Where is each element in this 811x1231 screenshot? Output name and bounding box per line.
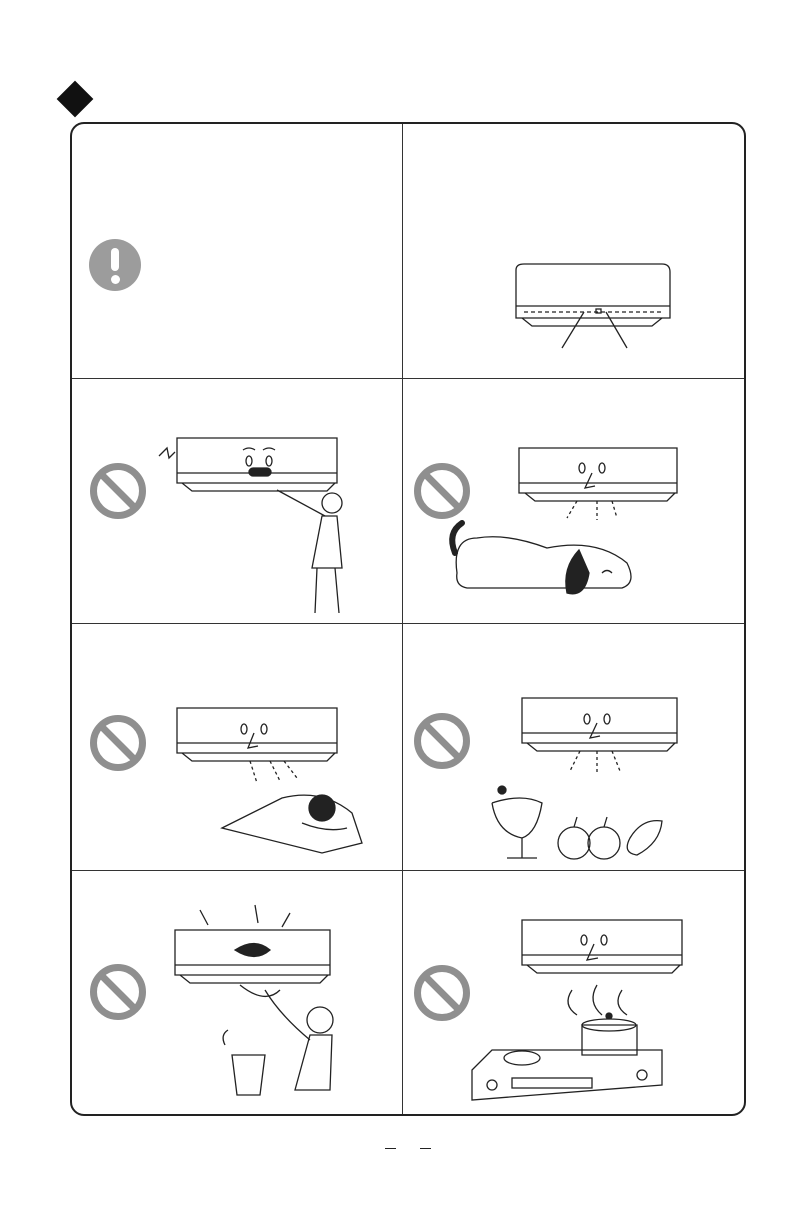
instruction-panel-grid <box>70 122 746 1116</box>
panel-caution <box>72 124 402 378</box>
person-touching-louver-illustration <box>157 428 357 618</box>
panel-no-wet-cleaning <box>72 870 402 1116</box>
panel-no-touching-louver <box>72 378 402 623</box>
panel-no-airflow-on-food <box>402 623 746 870</box>
cooking-stove-under-unit-illustration <box>472 910 722 1110</box>
food-under-airflow-illustration <box>482 693 712 863</box>
prohibition-icon <box>90 715 146 771</box>
prohibition-icon <box>414 965 470 1021</box>
dog-under-airflow-illustration <box>437 438 697 608</box>
exclamation-icon <box>89 239 141 291</box>
panel-no-airflow-on-sleeper <box>72 623 402 870</box>
sleeping-person-under-airflow-illustration <box>172 703 372 863</box>
diamond-icon <box>57 81 94 118</box>
prohibition-icon <box>90 463 146 519</box>
panel-unit-overview <box>402 124 746 378</box>
prohibition-icon <box>90 964 146 1020</box>
panel-no-airflow-on-pet <box>402 378 746 623</box>
page-number-marker <box>380 1148 440 1168</box>
air-conditioner-diagram <box>512 260 682 355</box>
person-cleaning-with-water-illustration <box>170 895 370 1105</box>
prohibition-icon <box>414 713 470 769</box>
panel-no-cooking-under-unit <box>402 870 746 1116</box>
